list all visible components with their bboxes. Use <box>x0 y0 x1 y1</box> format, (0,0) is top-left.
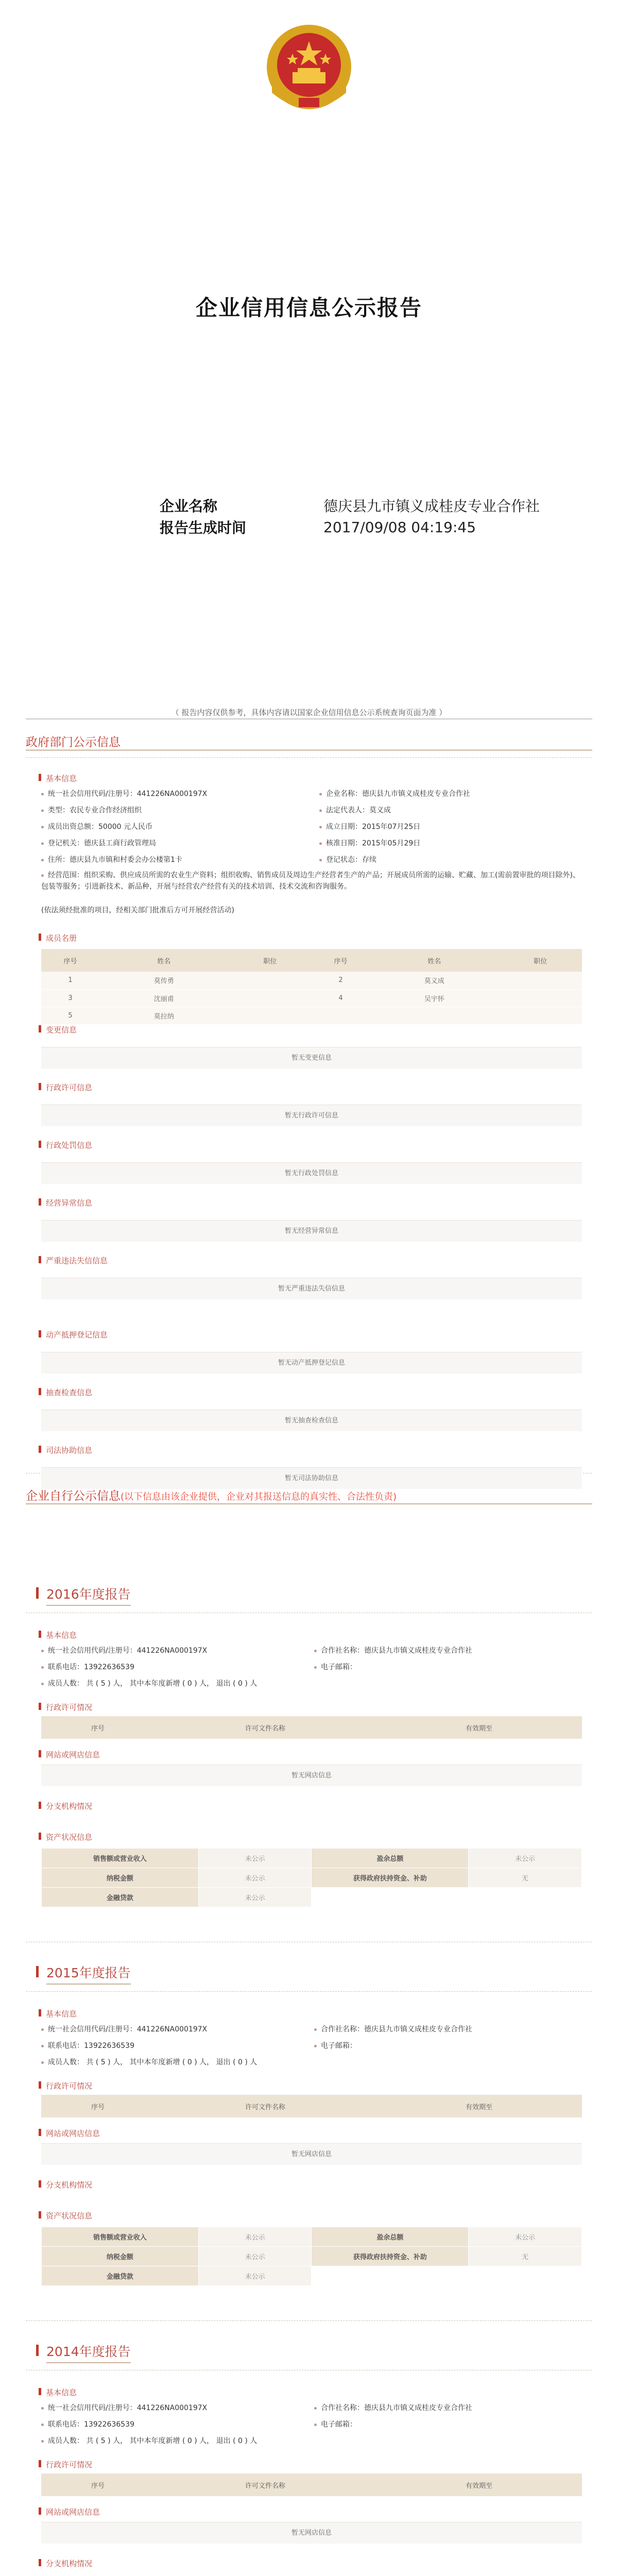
gov-block-heading: 抽查检查信息 <box>39 1387 92 1398</box>
table-cell: 2 <box>312 972 370 989</box>
credit-code: 统一社会信用代码/注册号：441226NA000197X <box>41 788 207 799</box>
table-cell <box>228 1007 312 1024</box>
year-members-line: 成员人数： 共 ( 5 ) 人， 其中本年度新增 ( 0 ) 人， 退出 ( 0 ) 人 <box>41 2057 257 2067</box>
table-cell: 4 <box>312 989 370 1007</box>
year-assets-heading: 资产状况信息 <box>39 2210 92 2221</box>
disclaimer-notice: （ 报告内容仅供参考，具体内容请以国家企业信用信息公示系统查询页面为准 ） <box>171 708 447 717</box>
gov-block-empty: 暂无动产抵押登记信息 <box>41 1352 582 1374</box>
gov-block-empty: 暂无司法协助信息 <box>41 1467 582 1489</box>
company-value: 德庆县九市镇义成桂皮专业合作社 <box>323 498 540 515</box>
year-web-empty: 暂无网店信息 <box>41 2522 582 2544</box>
year-assets-table <box>41 1848 582 1907</box>
gov-block-heading: 经营异常信息 <box>39 1197 92 1208</box>
table-cell <box>499 972 582 989</box>
table-cell: 1 <box>41 972 99 989</box>
address: 住所：德庆县九市镇和村委会办公楼第1卡 <box>41 854 182 865</box>
year-license-table <box>41 2095 582 2117</box>
members-heading: 成员名册 <box>39 933 77 943</box>
gov-block-empty: 暂无经营异常信息 <box>41 1220 582 1242</box>
table-row <box>41 972 582 989</box>
year-branch-heading: 分支机构情况 <box>39 2558 92 2569</box>
table-cell: 莫传勇 <box>99 972 228 989</box>
table-row <box>41 1007 582 1024</box>
license-header-cell: 许可文件名称 <box>154 1716 376 1739</box>
year-report-title: 2014年度报告 <box>46 2342 131 2363</box>
asset-value: 无 <box>469 1868 582 1888</box>
table-cell: 吴宇怀 <box>370 989 499 1007</box>
year-license-table <box>41 2473 582 2496</box>
table-cell: 莫拉纳 <box>99 1007 228 1024</box>
table-cell <box>228 972 312 989</box>
gov-block-empty: 暂无行政许可信息 <box>41 1105 582 1126</box>
business-scope-note: (依法须经批准的项目，经相关部门批准后方可开展经营活动) <box>41 906 234 914</box>
year-company-name: 合作社名称：德庆县九市镇义成桂皮专业合作社 <box>314 2024 472 2034</box>
gov-section-rule <box>26 750 592 751</box>
members-header-cell: 职位 <box>499 949 582 972</box>
license-header-cell: 许可文件名称 <box>154 2095 376 2117</box>
reg-status: 登记状态：存续 <box>319 854 376 865</box>
license-header-cell: 序号 <box>41 2095 154 2117</box>
asset-label: 纳税金额 <box>42 1868 199 1888</box>
year-basic-heading: 基本信息 <box>39 2387 77 2398</box>
gov-block-empty: 暂无严重违法失信信息 <box>41 1278 582 1299</box>
year-branch-heading: 分支机构情况 <box>39 2179 92 2190</box>
legal-rep: 法定代表人：莫义成 <box>319 805 391 815</box>
asset-label: 获得政府扶持资金、补助 <box>312 1868 469 1888</box>
asset-value: 未公示 <box>198 2227 312 2247</box>
table-cell: 莫义成 <box>370 972 499 989</box>
year-phone: 联系电话：13922636539 <box>41 2419 134 2429</box>
gov-block-heading: 变更信息 <box>39 1024 77 1035</box>
year-credit-code: 统一社会信用代码/注册号：441226NA000197X <box>41 2024 207 2034</box>
company-type: 类型：农民专业合作经济组织 <box>41 805 142 815</box>
year-credit-code: 统一社会信用代码/注册号：441226NA000197X <box>41 2402 207 2413</box>
table-cell <box>499 1007 582 1024</box>
asset-label: 金融贷款 <box>42 1888 199 1907</box>
members-header-cell: 姓名 <box>370 949 499 972</box>
self-section-rule <box>26 1503 592 1504</box>
license-header-cell: 序号 <box>41 1716 154 1739</box>
members-header-cell: 序号 <box>312 949 370 972</box>
year-basic-heading: 基本信息 <box>39 1630 77 1640</box>
authority: 登记机关：德庆县工商行政管理局 <box>41 838 156 848</box>
asset-label: 金融贷款 <box>42 2266 199 2286</box>
year-web-empty: 暂无网店信息 <box>41 1765 582 1786</box>
members-header-cell: 序号 <box>41 949 99 972</box>
year-email: 电子邮箱： <box>314 2419 357 2429</box>
year-company-name: 合作社名称：德庆县九市镇义成桂皮专业合作社 <box>314 2402 472 2413</box>
asset-label: 纳税金额 <box>42 2247 199 2266</box>
year-phone: 联系电话：13922636539 <box>41 2040 134 2050</box>
asset-label: 盈余总额 <box>312 1849 469 1868</box>
gov-block-heading: 行政处罚信息 <box>39 1140 92 1150</box>
table-cell <box>312 1007 370 1024</box>
year-report-title: 2016年度报告 <box>46 1584 131 1606</box>
asset-value: 未公示 <box>198 2247 312 2266</box>
asset-value: 未公示 <box>198 1868 312 1888</box>
gov-block-heading: 司法协助信息 <box>39 1445 92 1455</box>
year-license-table <box>41 1716 582 1739</box>
self-section-title: 企业自行公示信息(以下信息由该企业提供，企业对其报送信息的真实性、合法性负责) <box>26 1489 397 1503</box>
year-web-empty: 暂无网店信息 <box>41 2143 582 2165</box>
table-cell: 3 <box>41 989 99 1007</box>
year-license-heading: 行政许可情况 <box>39 2080 92 2091</box>
capital: 成员出资总额：50000 元人民币 <box>41 821 152 832</box>
business-scope: 经营范围：组织采购、供应成员所需的农业生产资料；组织收购、销售成员及周边生产经营者生产的产品；开展成员所需的运输、贮藏、加工(需前置审批的项目除外)、包装等服务；引进新技术、新品种，开展与经营农产经营有关的技术培训、技术交流和咨询服务。 <box>41 871 580 891</box>
year-members-line: 成员人数： 共 ( 5 ) 人， 其中本年度新增 ( 0 ) 人， 退出 ( 0 ) 人 <box>41 2435 257 2446</box>
table-cell <box>228 989 312 1007</box>
generated-label: 报告生成时间 <box>160 519 247 536</box>
asset-label: 销售额或营业收入 <box>42 2227 199 2247</box>
established-date: 成立日期：2015年07月25日 <box>319 821 420 832</box>
asset-label: 获得政府扶持资金、补助 <box>312 2247 469 2266</box>
year-email: 电子邮箱： <box>314 1662 357 1672</box>
asset-value: 未公示 <box>469 1849 582 1868</box>
gov-block-empty: 暂无行政处罚信息 <box>41 1162 582 1184</box>
asset-value: 未公示 <box>198 1888 312 1907</box>
year-report-title: 2015年度报告 <box>46 1963 131 1985</box>
gov-section-title: 政府部门公示信息 <box>26 736 121 749</box>
gov-block-empty: 暂无抽查检查信息 <box>41 1410 582 1431</box>
license-header-cell: 有效期至 <box>376 2473 582 2496</box>
national-emblem-icon <box>262 21 356 113</box>
approved-date: 核准日期：2015年05月29日 <box>319 838 420 848</box>
table-cell <box>499 989 582 1007</box>
year-assets-heading: 资产状况信息 <box>39 1832 92 1842</box>
asset-value: 无 <box>469 2247 582 2266</box>
report-title: 企业信用信息公示报告 <box>195 295 422 320</box>
table-cell <box>370 1007 499 1024</box>
year-basic-heading: 基本信息 <box>39 2008 77 2019</box>
year-assets-table <box>41 2227 582 2286</box>
members-table <box>41 949 582 1025</box>
company-name: 企业名称：德庆县九市镇义成桂皮专业合作社 <box>319 788 470 799</box>
year-panel <box>26 2370 592 2576</box>
year-members-line: 成员人数： 共 ( 5 ) 人， 其中本年度新增 ( 0 ) 人， 退出 ( 0 ) 人 <box>41 1678 257 1688</box>
asset-label: 盈余总额 <box>312 2227 469 2247</box>
year-web-heading: 网站或网店信息 <box>39 2506 100 2517</box>
generated-value: 2017/09/08 04:19:45 <box>323 518 476 536</box>
year-license-heading: 行政许可情况 <box>39 1702 92 1713</box>
year-branch-heading: 分支机构情况 <box>39 1801 92 1811</box>
license-header-cell: 有效期至 <box>376 1716 582 1739</box>
gov-block-empty: 暂无变更信息 <box>41 1047 582 1069</box>
members-header-cell: 职位 <box>228 949 312 972</box>
license-header-cell: 许可文件名称 <box>154 2473 376 2496</box>
table-row <box>41 989 582 1007</box>
license-header-cell: 序号 <box>41 2473 154 2496</box>
license-header-cell: 有效期至 <box>376 2095 582 2117</box>
basic-info-heading: 基本信息 <box>39 773 77 784</box>
members-header-cell: 姓名 <box>99 949 228 972</box>
report-meta <box>160 495 582 538</box>
year-web-heading: 网站或网店信息 <box>39 1749 100 1760</box>
asset-label: 销售额或营业收入 <box>42 1849 199 1868</box>
gov-block-heading: 行政许可信息 <box>39 1082 92 1093</box>
asset-value: 未公示 <box>198 2266 312 2286</box>
table-cell: 5 <box>41 1007 99 1024</box>
year-phone: 联系电话：13922636539 <box>41 1662 134 1672</box>
year-email: 电子邮箱： <box>314 2040 357 2050</box>
year-license-heading: 行政许可情况 <box>39 2459 92 2470</box>
gov-block-heading: 严重违法失信信息 <box>39 1255 108 1266</box>
year-company-name: 合作社名称：德庆县九市镇义成桂皮专业合作社 <box>314 1645 472 1655</box>
year-credit-code: 统一社会信用代码/注册号：441226NA000197X <box>41 1645 207 1655</box>
asset-value: 未公示 <box>469 2227 582 2247</box>
asset-value: 未公示 <box>198 1849 312 1868</box>
gov-block-heading: 动产抵押登记信息 <box>39 1329 108 1340</box>
year-web-heading: 网站或网店信息 <box>39 2128 100 2139</box>
company-label: 企业名称 <box>160 498 218 515</box>
table-cell: 沈丽甫 <box>99 989 228 1007</box>
